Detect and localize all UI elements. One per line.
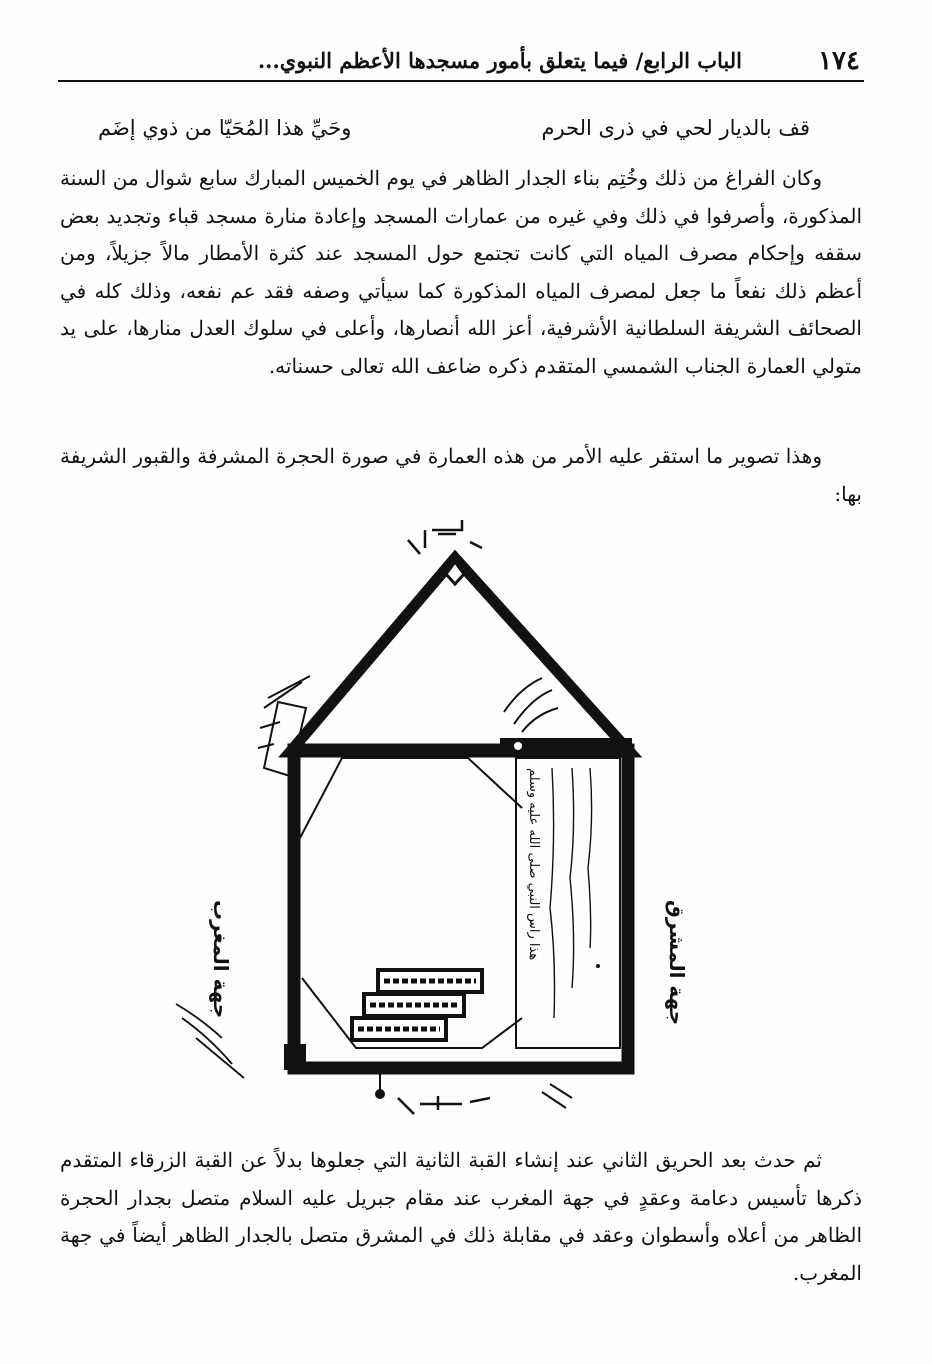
paragraph-text: وكان الفراغ من ذلك وخُتِم بناء الجدار الظاهر في يوم الخميس المبارك سابع شوال من السنة المذكورة، وأصرفوا في ذلك وفي غيره من عمارات المسجد وإعادة منارة مسجد قباء وتجديد بعض سقفه وإحكام مصرف المياه التي كانت تجتمع حول المسجد عند كثرة الأمطار مالاً جزيلاً، ومن أعظم ذلك نفعاً ما جعل لمصرف المياه المذكورة كما سيأتي وصفه فقد عم نفعه، وذلك كله في الصحائف الشريفة السلطانية الأشرفية، أعز الله أنصارها، وأعلى في سلوك العدل منارها، على يد متولي العمارة الجناب الشمسي المتقدم ذكره ضاعف الله تعالى حسناته. (60, 166, 862, 378)
hujra-diagram (170, 518, 710, 1132)
page-number: ١٧٤ (818, 46, 860, 76)
outer-wall (294, 750, 628, 1068)
paragraph-figure-intro (60, 438, 862, 513)
running-title: الباب الرابع/ فيما يتعلق بأمور مسجدها الأعظم النبوي... (257, 48, 742, 73)
verse-hemistich-second: وحَيِّ هذا المُحَيّا من ذوي إضَم (98, 116, 352, 140)
paragraph-second-fire (60, 1142, 862, 1292)
bottom-script (398, 1096, 490, 1114)
east-side-label (665, 900, 689, 1025)
inner-wall-top (300, 758, 522, 838)
inner-note-scribble (550, 768, 555, 1018)
bottom-marker-dot (375, 1089, 385, 1099)
paragraph-construction (60, 160, 862, 386)
verse-hemistich-first: قف بالديار لحي في ذرى الحرم (541, 116, 810, 140)
apex-script (408, 520, 482, 554)
inner-note-scribble (570, 768, 574, 988)
northwest-annotation (258, 676, 310, 776)
tombs (352, 970, 482, 1040)
northeast-annotation (504, 678, 558, 732)
roof-triangle (290, 558, 630, 752)
inner-note-text (526, 768, 600, 1018)
west-side-text: جهة المغرب (209, 900, 233, 1019)
west-side-label (176, 900, 244, 1078)
page-header (58, 44, 864, 82)
inner-note-scribble (588, 768, 592, 948)
poetry-verse (98, 116, 810, 156)
southwest-corner (284, 1044, 306, 1070)
hujra-diagram-svg (170, 518, 710, 1132)
paragraph-text: ثم حدث بعد الحريق الثاني عند إنشاء القبة الثانية التي جعلوها بدلاً عن القبة الزرقاء المتقدم ذكرها تأسيس دعامة وعقدٍ في جهة المغرب عند مقام جبريل عليه السلام متصل بجدار الحجرة الظاهر من أعلاه وأسطوان وعقد في مقابلة ذلك في المشرق متصل بالجدار الظاهر أيضاً في جهة المغرب. (60, 1148, 863, 1285)
bottom-right-script (542, 1084, 572, 1108)
cap-dot (514, 742, 522, 750)
inner-note-line: هذا راس النبي صلى الله عليه وسلم (526, 768, 541, 961)
paragraph-text: وهذا تصوير ما استقر عليه الأمر من هذه العمارة في صورة الحجرة المشرفة والقبور الشريفة بها: (60, 444, 862, 506)
east-side-text: جهة المشرق (665, 900, 689, 1026)
inner-note-dot (596, 964, 600, 968)
